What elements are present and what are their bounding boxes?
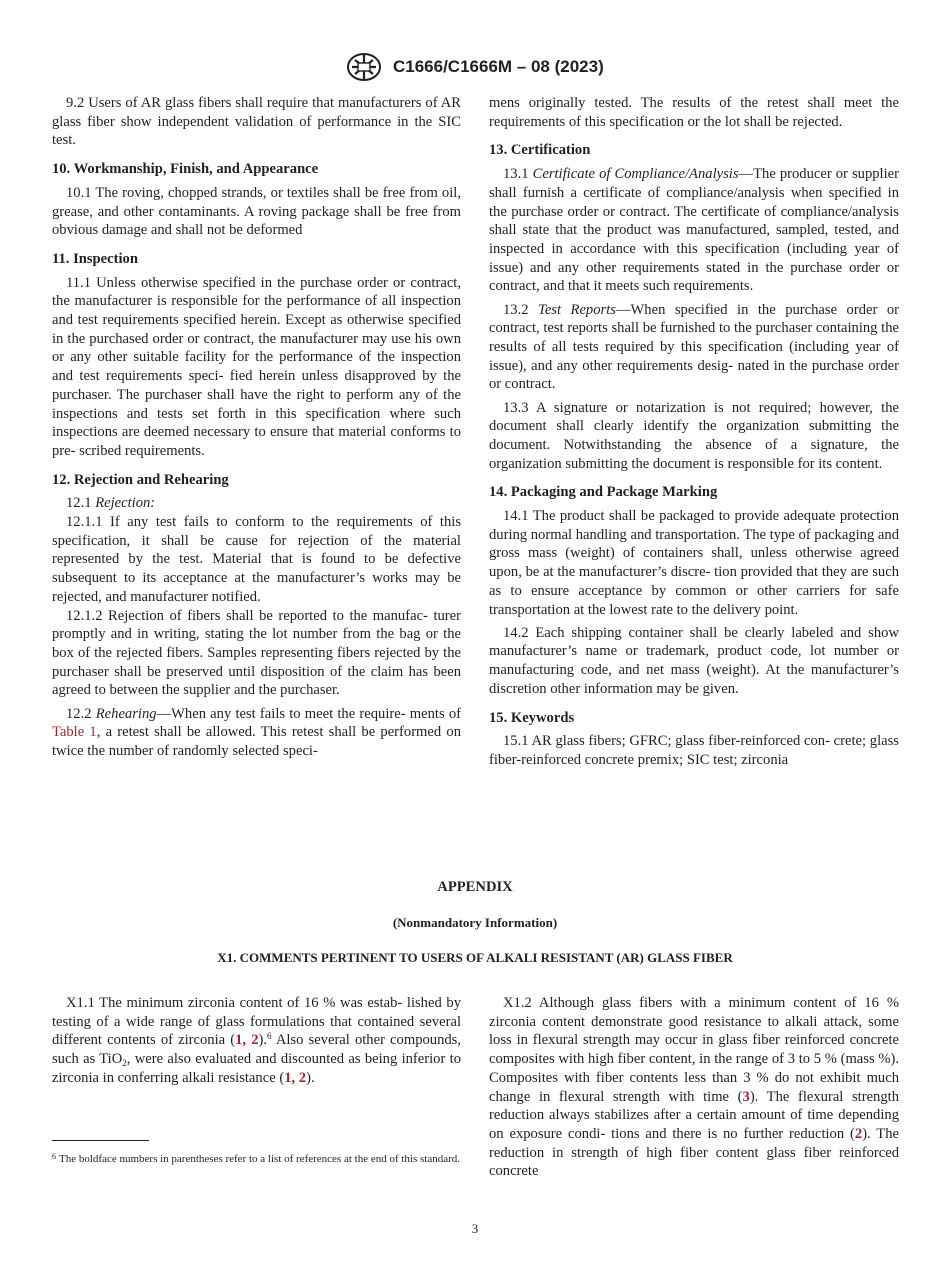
reference-2-link[interactable]: 2 bbox=[251, 1032, 259, 1049]
paragraph-13-1-title: Certificate of Compliance/Analysis bbox=[532, 166, 739, 183]
paragraph-14-2: 14.2 Each shipping container shall be clearly labeled and show manufacturer’s name or trademark, product code, lot number or manufacturing code, and net mass (weight). At the manufacturer’s discretion other information may be given. bbox=[489, 624, 899, 697]
paragraph-13-2-title: Test Reports bbox=[538, 301, 616, 318]
paragraph-x1-1 bbox=[52, 994, 461, 1088]
footnote-divider bbox=[52, 1140, 149, 1141]
paragraph-15-1: 15.1 AR glass fibers; GFRC; glass fiber-reinforced con- crete; glass fiber-reinforced concrete premix; SIC test; zirconia bbox=[489, 733, 899, 768]
paragraph-12-1 bbox=[52, 494, 461, 513]
astm-logo-icon bbox=[346, 52, 382, 82]
reference-separator: , bbox=[291, 1069, 299, 1086]
paragraph-13-1-body: —The producer or supplier shall furnish a certificate of compliance/analysis when specified in the purchase order or contract. The certificate of compliance/analysis shall state that the product was manufactured, sampled, tested, and inspected in accordance with this specification (including year of issue) and any other requirements stated in the purchase order or contract, and that it meets such requirements. bbox=[489, 166, 899, 295]
reference-1-link[interactable]: 1 bbox=[284, 1069, 292, 1086]
x1-2-text-b: ). The flexural strength reduction always stabilizes after a certain amount of time depending on exposure condi- tions and there is no further reduction ( bbox=[489, 1088, 899, 1142]
heading-section-10: 10. Workmanship, Finish, and Appearance bbox=[52, 161, 319, 178]
paragraph-11-1: 11.1 Unless otherwise specified in the purchase order or contract, the manufacturer is responsible for the performance of all inspection and test requirements specified herein. Except as otherwise specified in the purchased order or contract, the manufacturer may use his own or any other suitable facility for the performance of the inspection and test requirements speci- fied herein unless disapproved by the purchaser. The purchaser shall have the right to perform any of the inspections and tests set forth in this specification where such inspections are deemed necessary to ensure that material conforms to pre- scribed requirements. bbox=[52, 274, 461, 459]
paragraph-12-2-text-a: —When any test fails to meet the require- ments of bbox=[156, 705, 461, 722]
appendix-title: APPENDIX bbox=[437, 879, 513, 895]
paragraph-12-2-title: Rehearing bbox=[95, 705, 157, 722]
appendix-section-heading: X1. COMMENTS PERTINENT TO USERS OF ALKALI RESISTANT (AR) GLASS FIBER bbox=[217, 950, 733, 965]
paragraph-13-1-number: 13.1 bbox=[503, 166, 529, 183]
page-header bbox=[0, 52, 950, 82]
appendix-left-column bbox=[52, 994, 461, 1092]
footnote-mark: 6 bbox=[52, 1152, 56, 1161]
paragraph-9-2: 9.2 Users of AR glass fibers shall require that manufacturers of AR glass fiber show independent validation of performance in the SIC test. bbox=[52, 95, 461, 149]
reference-2-link[interactable]: 2 bbox=[854, 1125, 863, 1142]
x1-2-text-a: X1.2 Although glass fibers with a minimum content of 16 % zirconia content demonstrate good resistance to alkali attack, some loss in flexural strength may occur in glass fiber reinforced concrete composites with high fiber content, in the range of 3 to 5 % (mass %). Composites with fiber contents less than 3 % do not exhibit much change in flexural strength with time ( bbox=[489, 995, 899, 1105]
paragraph-10-1: 10.1 The roving, chopped strands, or textiles shall be free from oil, grease, and other contaminants. A roving package shall be free from obvious damage and shall not be deformed bbox=[52, 184, 461, 239]
paragraph-12-2-number: 12.2 bbox=[66, 705, 92, 722]
x1-1-text-a: X1.1 The minimum zirconia content of 16 % was estab- lished by testing of a wide range of glass formulations that contained several different contents of zirconia ( bbox=[52, 995, 461, 1049]
heading-section-13: 13. Certification bbox=[489, 142, 591, 159]
paragraph-12-2-text-b: , a retest shall be allowed. This retest shall be performed on twice the number of randomly selected speci- bbox=[52, 724, 461, 759]
reference-1-link[interactable]: 1 bbox=[235, 1032, 243, 1049]
right-column bbox=[489, 94, 899, 774]
paragraph-12-1-number: 12.1 bbox=[66, 495, 92, 512]
left-column bbox=[52, 94, 461, 765]
heading-section-11: 11. Inspection bbox=[52, 250, 138, 267]
page-number: 3 bbox=[471, 1221, 479, 1236]
paragraph-14-1: 14.1 The product shall be packaged to provide adequate protection during normal handling and transportation. The type of packaging and gross mass (weight) of containers shall, unless otherwise agreed upon, be at the manufacturer’s discre- tion provided that they are such as to ensure acceptance by common or other carriers for safe transportation at the lowest rate to the delivery point. bbox=[489, 508, 899, 618]
x1-1-text-c: Also several other compounds, such as TiO bbox=[52, 1032, 462, 1068]
paragraph-12-2-continued: mens originally tested. The results of the retest shall meet the requirements of this specification or the lot shall be rejected. bbox=[489, 95, 899, 130]
paragraph-13-3: 13.3 A signature or notarization is not required; however, the document shall clearly identify the organization submitting the document. Notwithstanding the absence of a signature, the organization submitting the document is responsible for its content. bbox=[489, 399, 899, 472]
reference-2-link[interactable]: 2 bbox=[298, 1069, 307, 1086]
x1-2-text-c: ). The reduction in strength of high fiber content glass fiber reinforced concrete bbox=[489, 1125, 899, 1180]
paragraph-12-1-1: 12.1.1 If any test fails to conform to the requirements of this specification, it shall be cause for rejection of the material represented by the test. Material that is found to be defective subsequent to its acceptance at the manufacturer’s works may be rejected, and manufacturer notified. bbox=[52, 514, 461, 605]
paragraph-12-2 bbox=[52, 705, 461, 761]
paragraph-x1-2 bbox=[489, 994, 899, 1181]
tio2-subscript: 2 bbox=[122, 1058, 127, 1069]
heading-section-12: 12. Rejection and Rehearing bbox=[52, 471, 229, 488]
x1-1-text-b: ). bbox=[258, 1032, 267, 1049]
footnote-6 bbox=[52, 1150, 461, 1166]
heading-section-14: 14. Packaging and Package Marking bbox=[489, 484, 718, 501]
footnote-6-marker[interactable]: 6 bbox=[267, 1031, 272, 1042]
document-designation: C1666/C1666M – 08 (2023) bbox=[392, 57, 604, 76]
table-1-link[interactable]: Table 1 bbox=[52, 724, 97, 741]
reference-separator: , bbox=[242, 1032, 252, 1049]
x1-1-text-d: , were also evaluated and discounted as being inferior to zirconia in conferring alkali resistance ( bbox=[52, 1051, 461, 1086]
paragraph-13-2-body: —When specified in the purchase order or contract, test reports shall be furnished to the purchaser containing the results of all tests required by this specification (including year of issue), and any other requirements desig- nated in the purchase order or contract. bbox=[489, 301, 899, 393]
x1-1-text-e: ). bbox=[306, 1069, 315, 1086]
paragraph-13-2-number: 13.2 bbox=[503, 301, 529, 318]
heading-section-15: 15. Keywords bbox=[489, 709, 575, 726]
paragraph-13-2 bbox=[489, 301, 899, 395]
paragraph-12-1-2: 12.1.2 Rejection of fibers shall be reported to the manufac- turer promptly and in writing, stating the lot number from the bag or the box of the rejected fibers. Samples representing fibers rejected by the purchaser shall be preserved until disposition of the claim has been agreed to between the supplier and the purchaser. bbox=[52, 607, 461, 699]
appendix-right-column bbox=[489, 994, 899, 1186]
reference-3-link[interactable]: 3 bbox=[742, 1088, 750, 1105]
footnote-text: The boldface numbers in parentheses refer to a list of references at the end of this standard. bbox=[59, 1153, 461, 1165]
paragraph-12-1-title: Rejection: bbox=[95, 495, 156, 512]
appendix-subtitle: (Nonmandatory Information) bbox=[392, 915, 558, 930]
paragraph-13-1 bbox=[489, 165, 899, 296]
